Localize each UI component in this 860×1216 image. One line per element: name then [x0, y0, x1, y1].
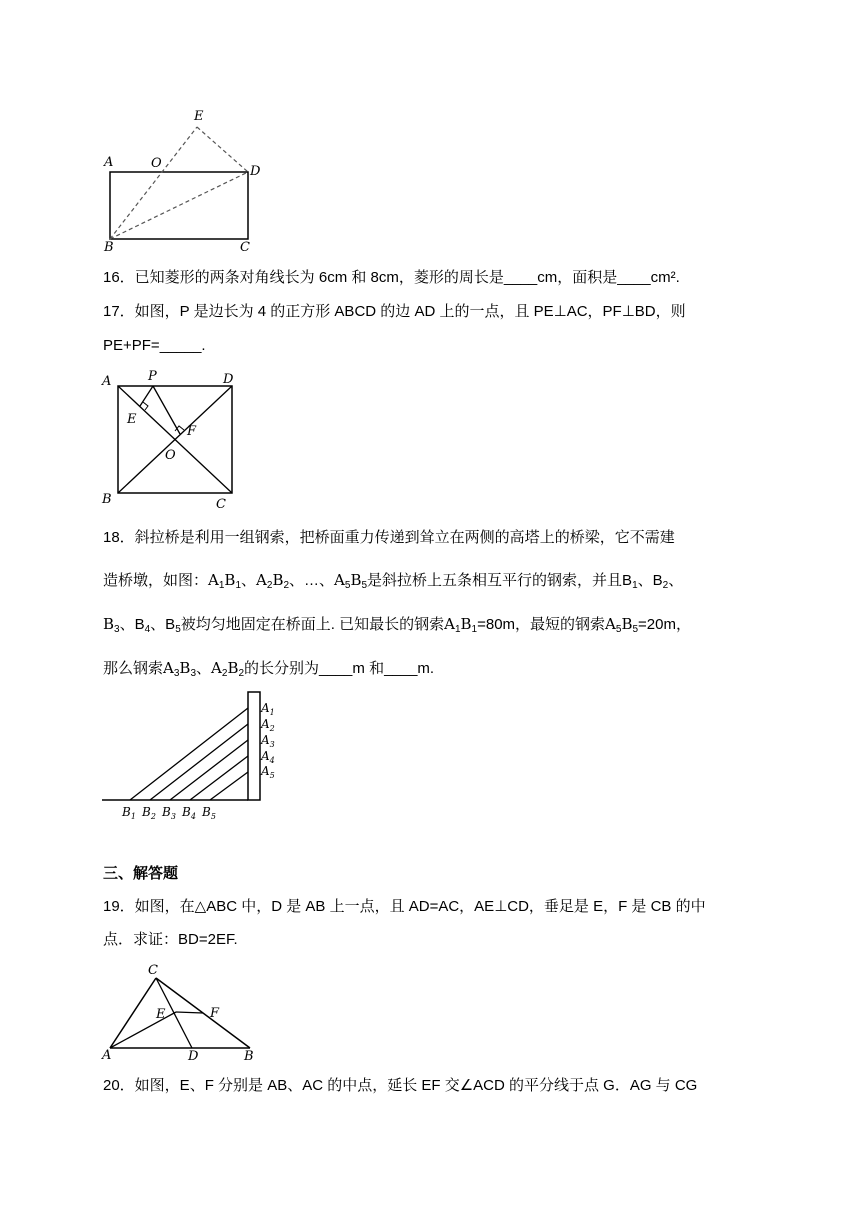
text-segment: 、…、: [289, 572, 335, 589]
section-title: [103, 864, 763, 884]
cable-5: [210, 772, 248, 800]
subscript: 5: [615, 624, 622, 635]
label-a3: $A_3$: [261, 733, 275, 749]
question-18-line-2: [103, 570, 763, 596]
text-segment: 、: [668, 572, 684, 589]
label-a5: $A_5$: [261, 764, 275, 780]
label-b1: $B_1$: [122, 805, 136, 820]
subscript: 5: [344, 580, 351, 591]
label-o: O: [165, 448, 176, 463]
cable-2: [150, 724, 248, 800]
subscript: 5: [632, 624, 639, 635]
label-b: B: [244, 1049, 254, 1062]
label-a1: $A_1$: [261, 701, 275, 717]
text-segment: 的长分别为____m 和____m.: [244, 660, 435, 677]
subscript: 3: [190, 668, 197, 679]
tower-labels: [260, 701, 275, 780]
question-16-text: 16．已知菱形的两条对角线长为 6cm 和 8cm，菱形的周长是____cm，面积是____cm².: [103, 269, 680, 286]
subscript: 2: [283, 580, 290, 591]
dashed-line-be: [110, 127, 197, 239]
subscript: 2: [662, 580, 669, 591]
text-segment: 那么钢索: [103, 660, 164, 677]
label-d: D: [250, 164, 261, 179]
subscript: 2: [266, 580, 273, 591]
subscript: 4: [144, 624, 151, 635]
side-ac: [110, 978, 156, 1048]
dashed-line-ed: [197, 127, 248, 172]
question-18-line-4: [103, 658, 763, 684]
question-19-text-2: 点．求证：BD=2EF.: [103, 931, 238, 948]
cable-3: [170, 740, 248, 800]
subscript: 1: [454, 624, 461, 635]
question-18-text-1: 18．斜拉桥是利用一组钢索，把桥面重力传递到耸立在两侧的高塔上的桥梁，它不需建: [103, 529, 675, 546]
question-18-line-1: [103, 528, 763, 548]
label-a2: $A_2$: [261, 717, 275, 733]
label-a: A: [102, 1048, 112, 1062]
label-a: A: [104, 155, 114, 170]
question-20-text-1: 20．如图，E、F 分别是 AB、AC 的中点，延长 EF 交∠ACD 的平分线于点 G．AG 与 CG: [103, 1077, 698, 1094]
segment-pf: [153, 386, 180, 434]
label-e: E: [156, 1007, 166, 1022]
math-b: B: [272, 571, 284, 589]
subscript: 5: [361, 580, 368, 591]
subscript: 3: [173, 668, 180, 679]
label-d: D: [188, 1049, 199, 1062]
text-segment: =20m，: [638, 616, 691, 633]
math-a: A: [211, 659, 222, 677]
math-b: B: [227, 659, 239, 677]
subscript: 5: [175, 624, 181, 635]
right-angle-e: [143, 402, 148, 410]
segment-ef: [176, 1012, 203, 1013]
label-c: C: [240, 240, 250, 255]
figure-square-abcd: [100, 368, 245, 513]
math-a: A: [605, 615, 616, 633]
question-16: [103, 268, 763, 288]
question-19-line-1: [103, 897, 763, 917]
subscript: 1: [235, 580, 242, 591]
question-20-line-1: [103, 1076, 763, 1096]
subscript: 1: [218, 580, 225, 591]
text-segment: =80m，最短的钢索: [477, 616, 606, 633]
text-segment: 、B: [637, 572, 663, 589]
dashed-line-bd: [110, 172, 248, 239]
math-b: B: [103, 615, 115, 633]
math-b: B: [350, 571, 362, 589]
subscript: 2: [221, 668, 228, 679]
text-segment: 造桥墩，如图：: [103, 572, 209, 589]
label-e: E: [127, 412, 137, 427]
math-a: A: [208, 571, 219, 589]
text-segment: 、: [196, 660, 212, 677]
question-17-line-2: [103, 336, 763, 356]
text-segment: 、: [241, 572, 257, 589]
label-b4: $B_4$: [182, 805, 196, 820]
segment-pe: [140, 386, 153, 406]
text-segment: 、B: [150, 616, 176, 633]
label-c: C: [216, 497, 226, 512]
figure-triangle-abc: [100, 962, 270, 1062]
label-p: P: [148, 369, 157, 384]
subscript: 1: [471, 624, 478, 635]
label-o: O: [151, 156, 162, 171]
label-a: A: [102, 374, 112, 389]
label-b: B: [102, 492, 112, 507]
math-a: A: [163, 659, 174, 677]
question-17-text-2: PE+PF=_____.: [103, 337, 206, 354]
subscript: 1: [632, 580, 638, 591]
label-b5: $B_5$: [202, 805, 216, 820]
label-b2: $B_2$: [142, 805, 156, 820]
figure-rectangle-abcd: [100, 105, 270, 255]
label-a4: $A_4$: [261, 749, 275, 765]
question-17-text-1: 17．如图，P 是边长为 4 的正方形 ABCD 的边 AD 上的一点，且 PE⊥AC，PF⊥BD，则: [103, 303, 686, 320]
question-17-line-1: [103, 302, 763, 322]
math-b: B: [224, 571, 236, 589]
section-title-text: 三、解答题: [103, 865, 179, 882]
question-19-line-2: [103, 930, 763, 950]
label-b: B: [104, 240, 114, 255]
figure-bridge: [100, 690, 280, 820]
subscript: 3: [114, 624, 120, 635]
text-segment: 是斜拉桥上五条相互平行的钢索，并且B: [367, 572, 633, 589]
tower: [248, 692, 260, 800]
label-f: F: [210, 1006, 220, 1021]
label-b3: $B_3$: [162, 805, 176, 820]
text-segment: 被均匀地固定在桥面上. 已知最长的钢索: [180, 616, 445, 633]
math-b: B: [621, 615, 633, 633]
math-a: A: [444, 615, 455, 633]
math-a: A: [256, 571, 267, 589]
math-a: A: [334, 571, 345, 589]
math-b: B: [460, 615, 472, 633]
segment-ae: [110, 1012, 176, 1048]
label-f: F: [187, 424, 197, 439]
text-segment: 、B: [119, 616, 145, 633]
question-18-line-3: [103, 614, 763, 640]
label-d: D: [223, 372, 234, 387]
math-b: B: [179, 659, 191, 677]
deck-labels: [121, 805, 216, 820]
label-e: E: [194, 109, 204, 124]
question-19-text-1: 19．如图，在△ABC 中，D 是 AB 上一点，且 AD=AC，AE⊥CD，垂足是 E，F 是 CB 的中: [103, 898, 706, 915]
label-c: C: [148, 963, 158, 978]
subscript: 2: [238, 668, 245, 679]
